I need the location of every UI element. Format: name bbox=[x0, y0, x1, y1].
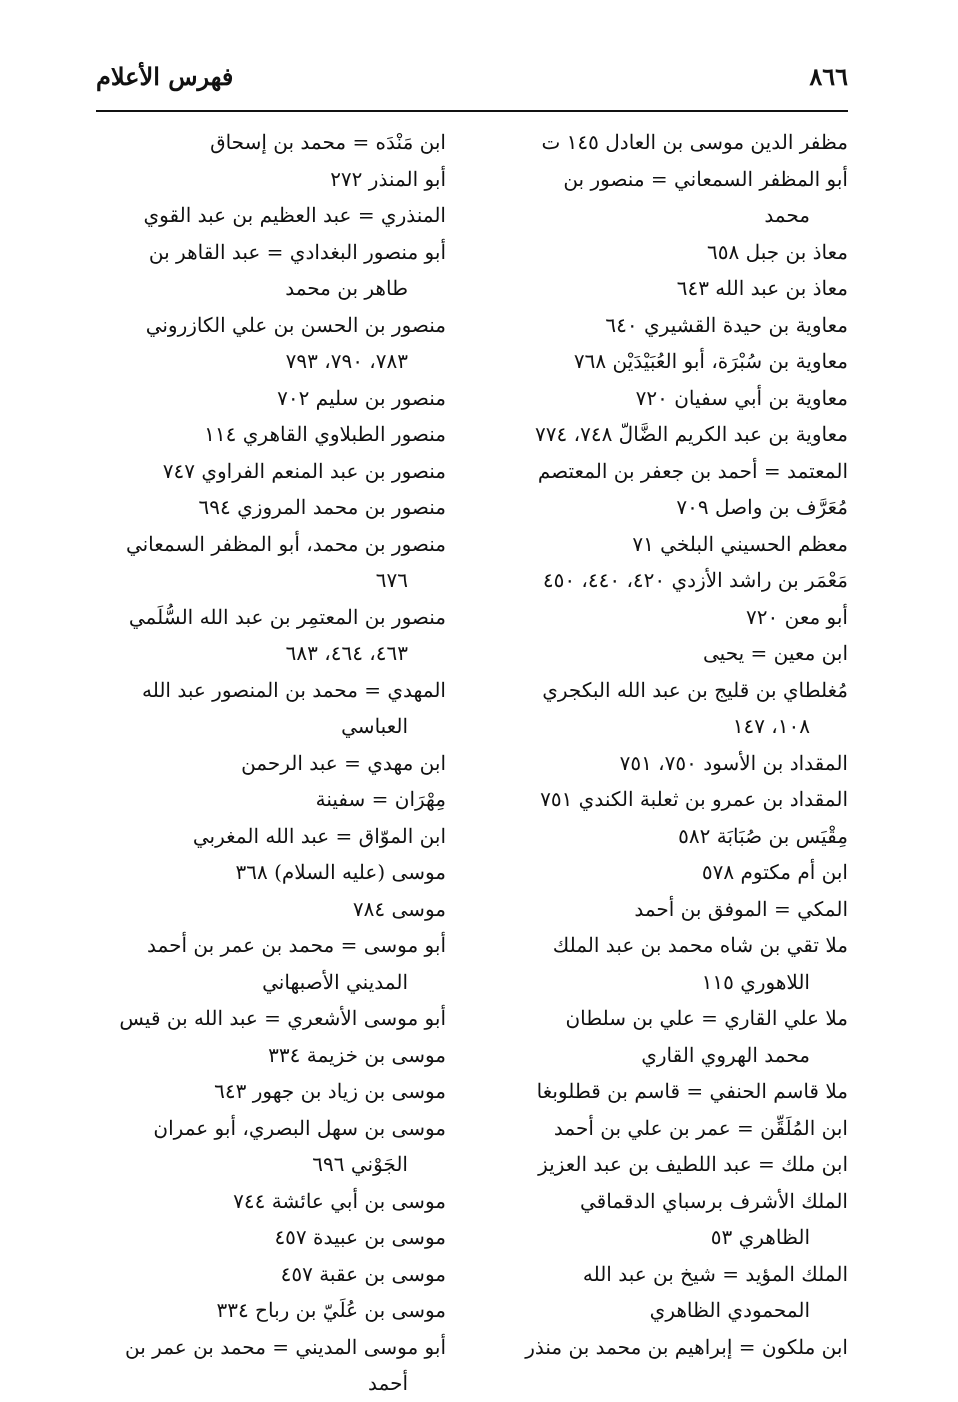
index-entry: الملك المؤيد = شيخ بن عبد الله المحمودي الظاهري bbox=[582, 1261, 848, 1322]
index-entry: معاوية بن حيدة القشيري ٦٤٠ bbox=[605, 312, 848, 337]
index-column-left bbox=[94, 124, 446, 1402]
index-entry: موسى بن سهل البصري، أبو عمران الجَوْني ٦٩٦ bbox=[153, 1115, 446, 1176]
index-entry: منصور بن الحسن بن علي الكازروني ٧٨٣، ٧٩٠، ٧٩٣ bbox=[145, 312, 446, 373]
page-header bbox=[96, 60, 848, 110]
index-entry: موسى بن عبيدة ٤٥٧ bbox=[274, 1225, 446, 1249]
index-entry: أبو موسى المديني = محمد بن عمر بن أحمد bbox=[125, 1334, 446, 1395]
index-column-right bbox=[496, 124, 848, 1365]
index-entry: معاوية بن سُبْرَة، أبو العُبَيْدَيْن ٧٦٨ bbox=[573, 349, 848, 373]
page-number: ٨٦٦ bbox=[809, 62, 848, 91]
index-entry: أبو المظفر السمعاني = منصور بن محمد bbox=[563, 166, 848, 227]
index-entry: الملك الأشرف برسباي الدقماقي الظاهري ٥٣ bbox=[580, 1188, 848, 1249]
index-entry: معاذ بن عبد الله ٦٤٣ bbox=[676, 276, 848, 300]
index-entry: ابن ملك = عبد اللطيف بن عبد العزيز bbox=[538, 1152, 848, 1176]
index-entry: أبو منصور البغدادي = عبد القاهر بن طاهر بن محمد bbox=[148, 239, 446, 300]
index-entry: منصور بن محمد المروزي ٦٩٤ bbox=[198, 495, 446, 519]
index-entry: ابن الموّاق = عبد الله المغربي bbox=[192, 823, 446, 848]
index-entry: موسى بن زياد بن جهور ٦٤٣ bbox=[214, 1079, 446, 1103]
index-entry: أبو المنذر ٢٧٢ bbox=[330, 166, 446, 191]
index-entry: موسى بن خزيمة ٣٣٤ bbox=[268, 1042, 446, 1067]
index-entry: ابن مَنْدَه = محمد بن إسحاق bbox=[210, 130, 446, 154]
index-entry: المنذري = عبد العظيم بن عبد القوي bbox=[143, 203, 446, 227]
index-entry: معاذ بن جبل ٦٥٨ bbox=[706, 239, 848, 264]
index-entry: المعتمد = أحمد بن جعفر بن المعتصم bbox=[537, 458, 848, 483]
index-entry: مَعْمَر بن راشد الأزدي ٤٢٠، ٤٤٠، ٤٥٠ bbox=[542, 568, 848, 592]
index-entry: موسى بن أبي عائشة ٧٤٤ bbox=[233, 1188, 446, 1213]
index-entry: مُغلطاي بن قليج بن عبد الله البكجري ١٠٨، ١٤٧ bbox=[542, 677, 848, 738]
index-entry: ابن أم مكتوم ٥٧٨ bbox=[701, 860, 848, 884]
index-entry: أبو موسى الأشعري = عبد الله بن قيس bbox=[119, 1006, 446, 1030]
index-entry: أبو معن ٧٢٠ bbox=[746, 604, 848, 629]
index-entry: ابن المُلَقِّن = عمر بن علي بن أحمد bbox=[553, 1115, 848, 1140]
index-entry: المكي = الموفق بن أحمد bbox=[634, 896, 848, 921]
index-entry: المقداد بن الأسود ٧٥٠، ٧٥١ bbox=[619, 750, 848, 775]
index-entry: مُعَرَّف بن واصل ٧٠٩ bbox=[676, 495, 848, 519]
index-entry: ملا تقي بن شاه محمد بن عبد الملك اللاهوري ١١٥ bbox=[552, 933, 848, 994]
index-entry: ابن معين = يحيى bbox=[703, 641, 848, 665]
index-entry: منصور بن المعتمِر بن عبد الله السُّلَمي ٤٦٣، ٤٦٤، ٦٨٣ bbox=[128, 604, 446, 665]
index-entry: ملا قاسم الحنفي = قاسم بن قطلوبغا bbox=[536, 1079, 848, 1103]
index-entry: ملا علي القاري = علي بن سلطان محمد الهروي القاري bbox=[565, 1006, 848, 1067]
index-entry: موسى ٧٨٤ bbox=[352, 896, 446, 921]
index-entry: منصور بن محمد، أبو المظفر السمعاني ٦٧٦ bbox=[125, 531, 446, 592]
index-entry: مظفر الدين موسى بن العادل ١٤٥ ت bbox=[541, 130, 848, 154]
index-entry: معاوية بن أبي سفيان ٧٢٠ bbox=[635, 385, 848, 410]
index-entry: منصور الطبلاوي القاهري ١١٤ bbox=[204, 422, 446, 446]
index-entry: موسى (عليه السلام) ٣٦٨ bbox=[235, 860, 446, 884]
index-entry: معظم الحسيني البلخي ٧١ bbox=[632, 531, 848, 556]
index-entry: منصور بن سليم ٧٠٢ bbox=[277, 385, 446, 410]
index-entry: المهدي = محمد بن المنصور عبد الله العباسي bbox=[141, 677, 446, 738]
header-rule bbox=[96, 110, 848, 112]
index-entry: أبو موسى = محمد بن عمر بن أحمد المديني الأصبهاني bbox=[147, 933, 446, 994]
index-entry: ابن ملكون = إبراهيم بن محمد بن منذر bbox=[525, 1334, 848, 1359]
index-entry: موسى بن عُلَيّ بن رباح ٣٣٤ bbox=[216, 1298, 446, 1322]
index-entry: ابن مهدي = عبد الرحمن bbox=[241, 750, 446, 775]
index-entry: مِهْرَان = سفينة bbox=[315, 787, 446, 811]
index-entry: موسى بن عقبة ٤٥٧ bbox=[280, 1261, 446, 1286]
index-entry: المقداد بن عمرو بن ثعلبة الكندي ٧٥١ bbox=[540, 787, 848, 811]
index-entry: مِقْيَس بن صُبَابَة ٥٨٢ bbox=[678, 823, 848, 848]
running-title: فهرس الأعلام bbox=[96, 62, 234, 91]
index-entry: معاوية بن عبد الكريم الضَّالّ ٧٤٨، ٧٧٤ bbox=[535, 422, 848, 446]
index-entry: منصور بن عبد المنعم الفراوي ٧٤٧ bbox=[162, 458, 446, 483]
